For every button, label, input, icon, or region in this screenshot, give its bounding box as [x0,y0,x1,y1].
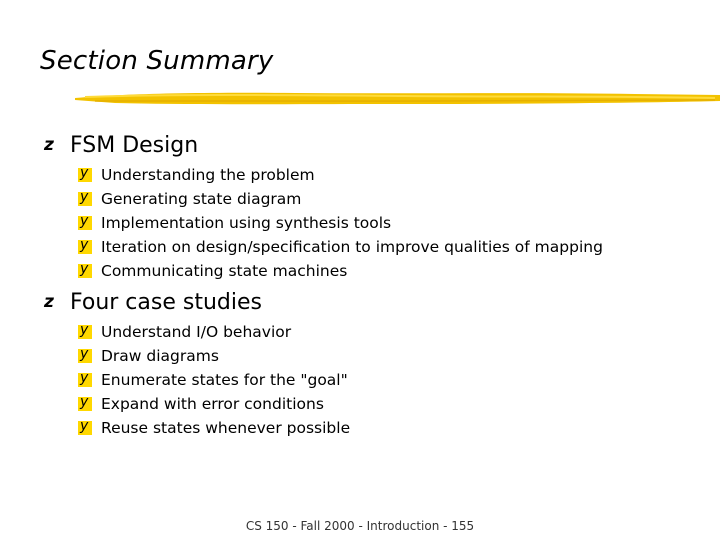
y-bullet-icon [78,325,92,339]
y-bullet-icon [78,264,92,278]
list-item [78,416,350,440]
list-item [78,344,350,368]
list-item-label: Reuse states whenever possible [101,419,351,437]
list-item [78,187,603,211]
y-bullet-icon [78,421,92,435]
list-item [78,211,603,235]
title-underline-decoration [75,86,720,110]
list-item-label: Draw diagrams [101,347,219,365]
section-fsm-design [44,131,603,283]
y-bullet-icon [78,349,92,363]
list-item-label: Iteration on design/specification to improve qualities of mapping [101,238,603,256]
section-heading: Four case studies [70,289,262,315]
list-item-label: Understanding the problem [101,166,315,184]
list-item-label: Implementation using synthesis tools [101,214,392,232]
y-bullet-icon [78,240,92,254]
slide-title: Section Summary [40,46,274,76]
list-item-label: Enumerate states for the "goal" [101,371,348,389]
z-bullet-icon: z [44,291,54,312]
list-item [78,163,603,187]
list-item-label: Understand I/O behavior [101,323,292,341]
list-item-label: Expand with error conditions [101,395,324,413]
list-item-label: Communicating state machines [101,262,348,280]
list-item [78,368,350,392]
list-item [78,235,603,259]
bullet-list [78,163,603,283]
list-item [78,259,603,283]
slide-footer: CS 150 - Fall 2000 - Introduction - 155 [245,519,475,533]
section-heading: FSM Design [70,132,199,158]
bullet-list [78,320,350,440]
y-bullet-icon [78,168,92,182]
list-item [78,320,350,344]
y-bullet-icon [78,373,92,387]
section-four-case-studies [44,288,350,440]
list-item [78,392,350,416]
y-bullet-icon [78,397,92,411]
list-item-label: Generating state diagram [101,190,302,208]
z-bullet-icon: z [44,134,54,155]
y-bullet-icon [78,216,92,230]
y-bullet-icon [78,192,92,206]
